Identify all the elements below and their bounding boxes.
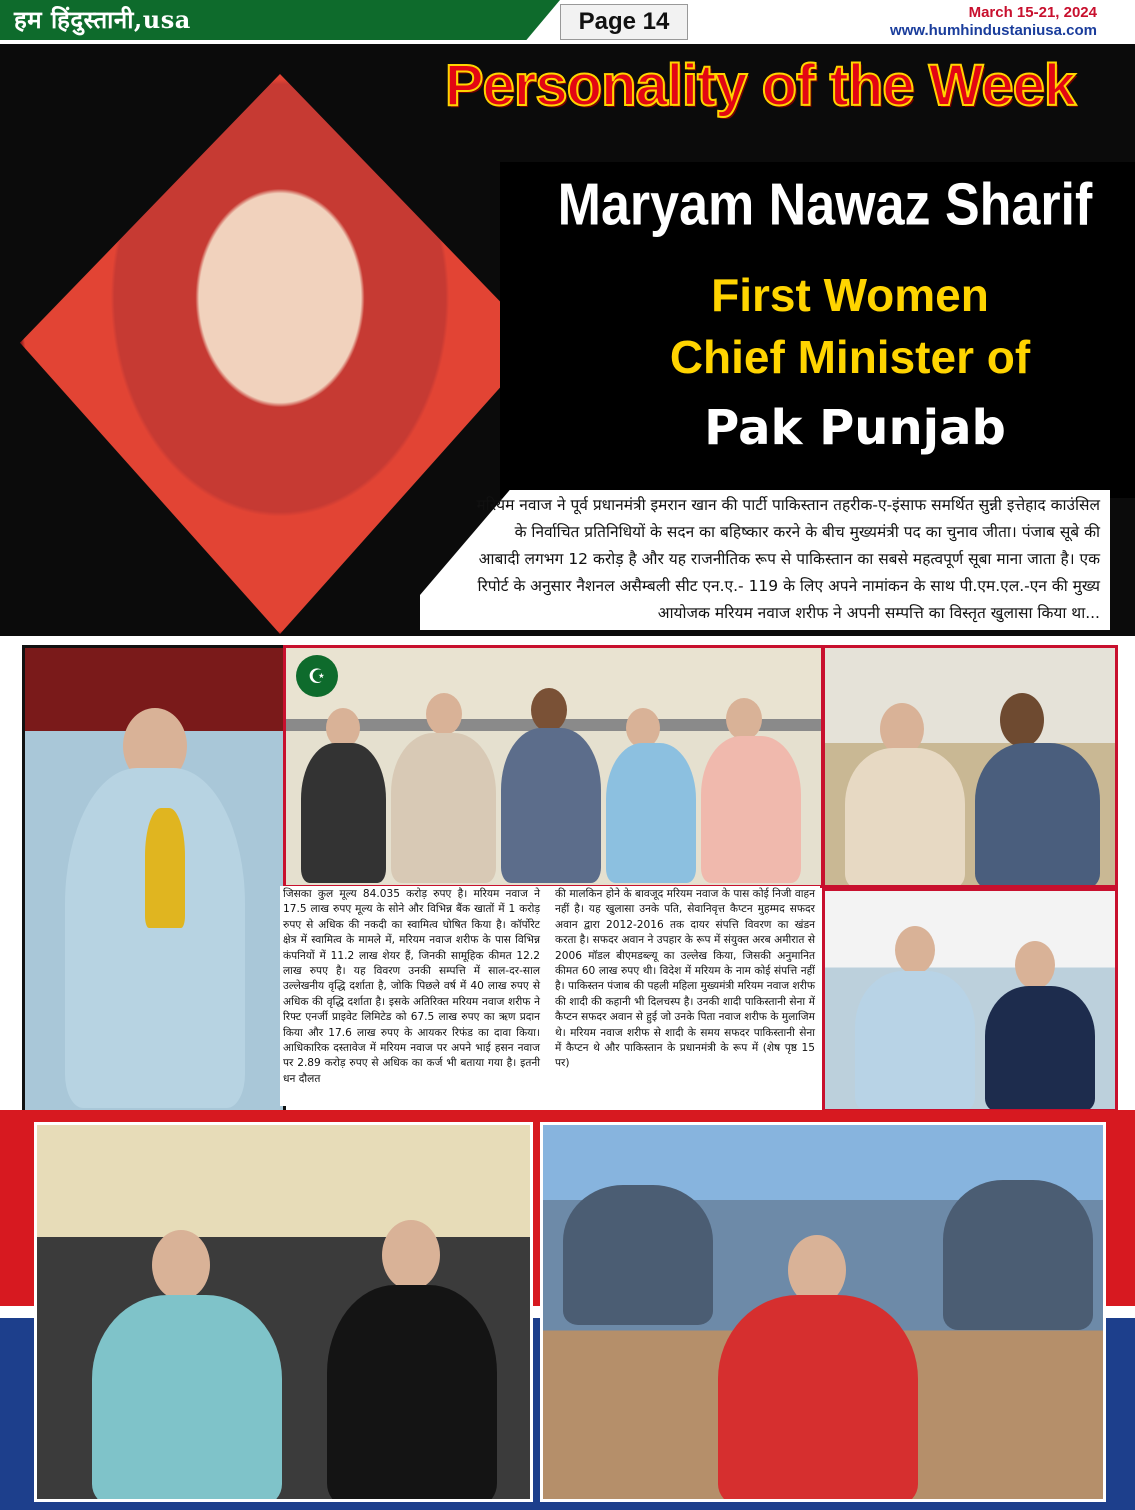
photo-figure (327, 1285, 497, 1502)
photo-crowd (943, 1180, 1093, 1330)
personality-name: Maryam Nawaz Sharif (557, 171, 1093, 239)
headline-line-3: Pak Punjab (704, 400, 1006, 456)
page-number: Page 14 (560, 4, 688, 40)
article-column-2: की मालकिन होने के बावजूद मरियम नवाज के पास कोई निजी वाहन नहीं है। यह खुलासा उनके पति, सेवानिवृत्त कैप्टन मुहम्मद सफदर अवान द्वारा 2012-2016 तक दायर संपत्ति विवरण का खंडन करता है। सफदर अवान ने उपहार के रूप में संयुक्त अरब अमीरात से 2006 मॉडल बीएमडब्ल्यू का उल्लेख किया, जिसकी अनुमानित कीमत 60 लाख रुपए थी। विदेश में मरियम के नाम कोई संपत्ति नहीं है। पाकिस्तन पंजाब की पहली महिला मुख्यमंत्री मरियम नवाज शरीफ की शादी की कहानी भी दिलचस्प है। उनकी शादी पाकिस्तानी सेना में कैप्टन सफदर अवान से हुई जो उनके पिता नवाज शरीफ के मुलाजिम थे। मरियम नवाज शरीफ से शादी के समय सफदर पाकिस्तानी सेना में कैप्टन थे और पाकिस्तान के प्रधानमंत्री के रूप में (शेष पृष्ठ 15 पर) (555, 888, 815, 1070)
headline-line-2: Chief Minister of (669, 331, 1031, 383)
photo-figure (975, 743, 1100, 888)
intro-paragraph: मरियम नवाज ने पूर्व प्रधानमंत्री इमरान खान की पार्टी पाकिस्तान तहरीक-ए-इंसाफ समर्थित सुन्नी इत्तेहाद काउंसिल के निर्वाचित प्रतिनिधियों के सदन का बहिष्कार करने के बीच मुख्यमंत्री पद का चुनाव जीता। पंजाब सूबे की आबादी लगभग 12 करोड़ है और यह राजनीतिक रूप से पाकिस्तान का सबसे महत्वपूर्ण सूबा माना जाता है। एक रिपोर्ट के अनुसार नैशनल असैम्बली सीट एन.ए.- 119 के लिए अपने नामांकन के साथ पी.एम.एल.-एन की मुख्य आयोजक मरियम नवाज शरीफ ने अपनी सम्पत्ति का विस्तृत खुलासा किया था... (476, 496, 1100, 622)
photo-crowd (563, 1185, 713, 1325)
crescent-logo-icon: ☪ (296, 655, 338, 697)
photo-figure (845, 748, 965, 888)
photo-figure (92, 1295, 282, 1502)
photo-figure (718, 1295, 918, 1502)
photo-figure (531, 688, 567, 732)
photo-figure (301, 743, 386, 883)
photo-figure (726, 698, 762, 740)
photo-meeting (822, 645, 1118, 888)
photo-figure (895, 926, 935, 974)
headline-line-1: First Women (711, 269, 989, 321)
photo-figure (1015, 941, 1055, 989)
photo-group (283, 645, 824, 888)
website-link[interactable]: www.humhindustaniusa.com (890, 22, 1097, 39)
photo-with-bilawal (34, 1122, 533, 1502)
photo-figure (426, 693, 462, 735)
photo-figure (855, 971, 975, 1111)
photo-figure (626, 708, 660, 748)
photo-figure (1000, 693, 1044, 747)
photo-scarf (145, 808, 185, 928)
photo-figure (152, 1230, 210, 1300)
photo-with-husband (822, 888, 1118, 1112)
photo-figure (606, 743, 696, 883)
photo-figure (391, 733, 496, 883)
issue-date: March 15-21, 2024 (968, 4, 1097, 21)
section-heading: Personality of the Week (444, 53, 1076, 118)
photo-figure (701, 736, 801, 883)
photo-seated-portrait (22, 645, 286, 1113)
photo-figure (985, 986, 1095, 1111)
photo-figure (501, 728, 601, 883)
photo-rally-greeting (540, 1122, 1106, 1502)
photo-figure (382, 1220, 440, 1290)
article-column-1: जिसका कुल मूल्य 84.035 करोड़ रुपए है। मरियम नवाज ने 17.5 लाख रुपए मूल्य के सोने और विभिन्न बैंक खातों में 1 करोड़ रुपए से अधिक की नकदी का स्वामित्व घोषित किया है। कॉर्पोरेट क्षेत्र में स्वामित्व के मामले में, मरियम नवाज शरीफ के पास विभिन्न कंपनियों में 11.2 लाख शेयर हैं, जिनकी सामूहिक कीमत 12.2 लाख रुपए है। यह विवरण उनकी सम्पत्ति में साल-दर-साल उल्लेखनीय वृद्धि दर्शाता है, जोकि पिछले वर्ष में 40 लाख रुपए से अधिक की वृद्धि दर्शाता है। इसके अतिरिक्त मरियम नवाज शरीफ ने रिफ्ट एनर्जी प्राइवेट लिमिटेड को 67.5 लाख रुपए का ऋण प्रदान किया और 17.6 लाख रुपए के आयकर रिफंड का दावा किया। आधिकारिक दस्तावेज में मरियम नवाज पर अपने भाई हसन नवाज पर 2.89 करोड़ रुपए से अधिक का कर्ज भी बताया गया है। इतनी धन दौलत (283, 888, 540, 1085)
photo-figure (326, 708, 360, 748)
newspaper-title: हम हिंदुस्तानी,usa (14, 5, 191, 34)
